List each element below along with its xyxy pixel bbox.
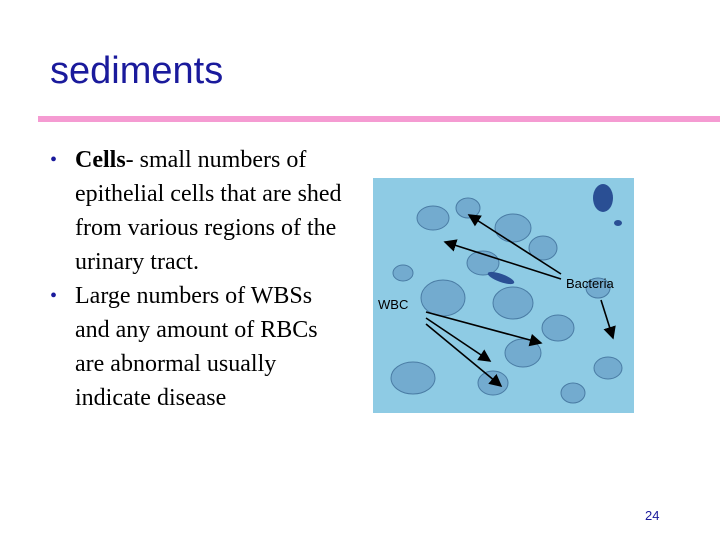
bullet-item-cells (50, 143, 350, 279)
title-underline (38, 116, 720, 122)
microscope-image (373, 178, 634, 413)
bullet-list (50, 143, 350, 415)
bacteria-label: Bacteria (566, 276, 614, 291)
bullet-item-abnormal (50, 279, 350, 415)
page-number: 24 (645, 508, 660, 523)
bullet-text: Large numbers of WBSs and any amount of RBCs are abnormal usually indicate disease (75, 283, 318, 411)
bullet-text: - small numbers of epithelial cells that are shed from various regions of the urinary tract. (75, 147, 342, 275)
bullet-bold-term: Cells (75, 147, 126, 173)
wbc-label: WBC (378, 297, 409, 312)
slide-title: sediments (50, 50, 224, 92)
